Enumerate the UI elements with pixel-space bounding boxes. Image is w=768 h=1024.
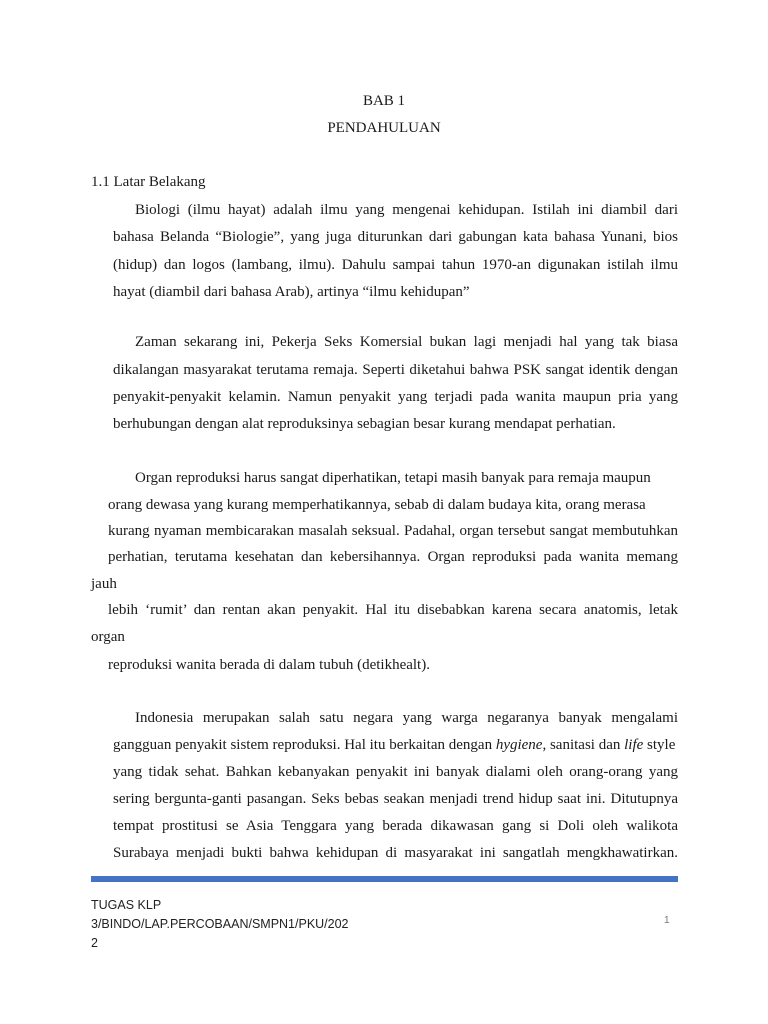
section-heading: 1.1 Latar Belakang (91, 174, 206, 190)
paragraph-2-line: penyakit-penyakit kelamin. Namun penyakit yang terjadi pada wanita maupun pria yang (113, 389, 678, 405)
paragraph-3-line: kurang nyaman membicarakan masalah seksual. Padahal, organ tersebut sangat membutuhkan (108, 523, 678, 539)
paragraph-4-line: yang tidak sehat. Bahkan kebanyakan penyakit ini banyak dialami oleh orang-orang yang (113, 764, 678, 780)
paragraph-3-line: perhatian, terutama kesehatan dan kebersihannya. Organ reproduksi pada wanita memang (108, 549, 678, 565)
paragraph-4-line: Surabaya menjadi bukti bahwa kehidupan di masyarakat ini sangatlah mengkhawatirkan. (113, 845, 678, 861)
paragraph-3-line: Organ reproduksi harus sangat diperhatikan, tetapi masih banyak para remaja maupun (135, 470, 651, 486)
italic-term: hygiene (495, 737, 543, 753)
paragraph-3-line: organ (91, 629, 125, 645)
paragraph-4-line (113, 736, 675, 754)
text-segment: style (643, 737, 676, 753)
paragraph-3-line: lebih ‘rumit’ dan rentan akan penyakit. Hal itu disebabkan karena secara anatomis, letak (108, 602, 678, 618)
chapter-title: PENDAHULUAN (327, 120, 441, 136)
paragraph-1-line: (hidup) dan logos (lambang, ilmu). Dahulu sampai tahun 1970-an digunakan istilah ilmu (113, 257, 678, 273)
paragraph-3-line: jauh (91, 576, 117, 592)
text-segment: , sanitasi dan (542, 737, 625, 753)
footer-text-line: TUGAS KLP (91, 898, 162, 912)
paragraph-4-line: tempat prostitusi se Asia Tenggara yang berada dikawasan gang si Doli oleh walikota (113, 818, 678, 834)
text-segment: gangguan penyakit sistem reproduksi. Hal itu berkaitan dengan (113, 737, 496, 753)
paragraph-3-line: reproduksi wanita berada di dalam tubuh (detikhealt). (108, 657, 430, 673)
paragraph-2-line: dikalangan masyarakat terutama remaja. Seperti diketahui bahwa PSK sangat identik dengan (113, 362, 678, 378)
footer-text-line: 2 (91, 936, 98, 950)
paragraph-1-line: bahasa Belanda “Biologie”, yang juga diturunkan dari gabungan kata bahasa Yunani, bios (113, 229, 678, 245)
paragraph-3-line: orang dewasa yang kurang memperhatikannya, sebab di dalam budaya kita, orang merasa (108, 497, 646, 513)
paragraph-4-line: sering bergunta-ganti pasangan. Seks bebas seakan menjadi trend hidup saat ini. Ditutupnya (113, 791, 678, 807)
paragraph-2-line: berhubungan dengan alat reproduksinya sebagian besar kurang mendapat perhatian. (113, 416, 616, 432)
footer-text-line: 3/BINDO/LAP.PERCOBAAN/SMPN1/PKU/202 (91, 917, 349, 931)
paragraph-4-line: Indonesia merupakan salah satu negara yang warga negaranya banyak mengalami (135, 710, 678, 726)
footer-divider (91, 876, 678, 882)
paragraph-1-line: Biologi (ilmu hayat) adalah ilmu yang mengenai kehidupan. Istilah ini diambil dari (135, 202, 678, 218)
paragraph-1-line: hayat (diambil dari bahasa Arab), artinya “ilmu kehidupan” (113, 284, 470, 300)
italic-term: life (624, 737, 644, 753)
page-number: 1 (664, 915, 670, 926)
chapter-number: BAB 1 (362, 93, 406, 109)
paragraph-2-line: Zaman sekarang ini, Pekerja Seks Komersial bukan lagi menjadi hal yang tak biasa (135, 334, 678, 350)
